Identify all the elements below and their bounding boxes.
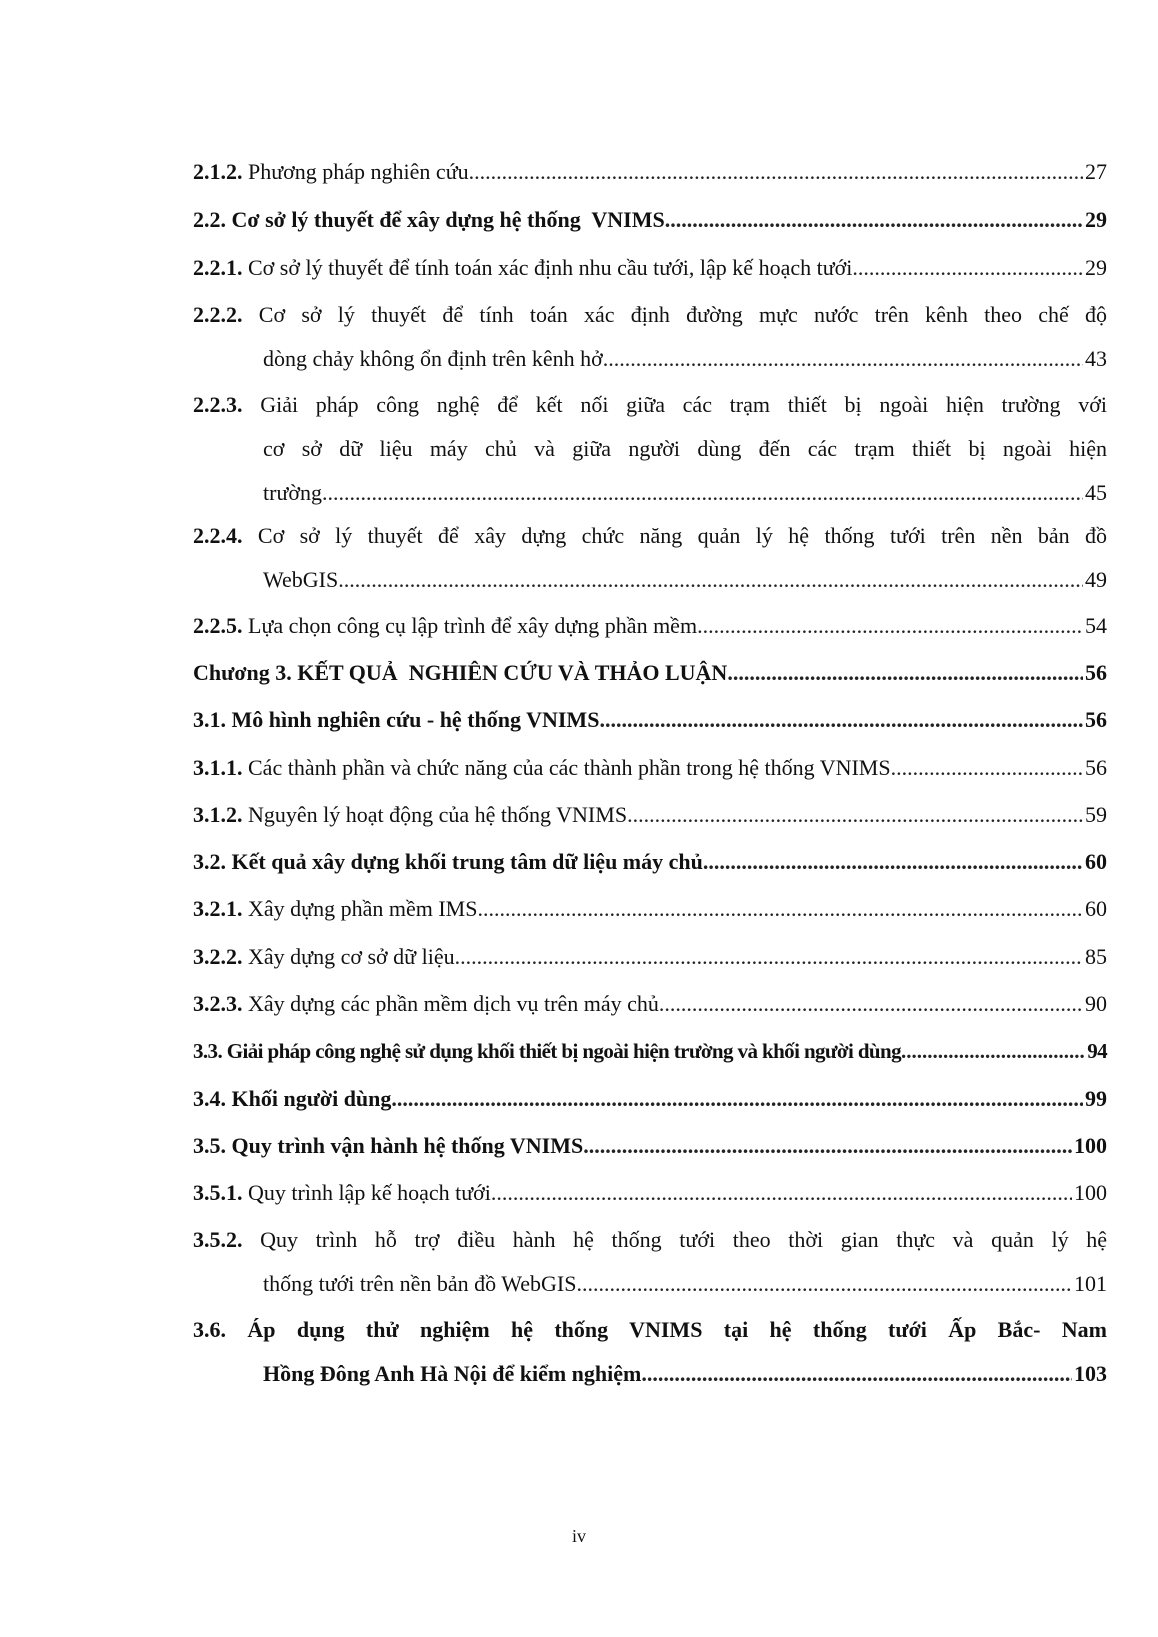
toc-title-line1: Quy trình hỗ trợ điều hành hệ thống tưới theo thời gian thực và quản lý hệ	[260, 1227, 1107, 1252]
toc-page: 85	[1085, 944, 1107, 969]
toc-entry-3-3[interactable]	[193, 1029, 1107, 1073]
toc-entry-2-2-5[interactable]	[193, 604, 1107, 648]
toc-page: 56	[1085, 755, 1107, 780]
toc-number: 3.2.3.	[193, 991, 243, 1016]
toc-title-line1: Giải pháp công nghệ để kết nối giữa các trạm thiết bị ngoài hiện trường với	[260, 392, 1108, 417]
toc-entry-2-2[interactable]	[193, 198, 1107, 242]
toc-title: 3.4. Khối người dùng	[193, 1086, 392, 1111]
toc-page: 54	[1085, 613, 1107, 638]
toc-number: 3.2.2.	[193, 944, 243, 969]
toc-entry-3-1-2[interactable]	[193, 793, 1107, 837]
toc-entry-2-1-2[interactable]	[193, 150, 1107, 194]
toc-page: 29	[1085, 207, 1107, 232]
toc-title: 3.3. Giải pháp công nghệ sử dụng khối thiết bị ngoài hiện trường và khối người dùng	[193, 1039, 901, 1063]
toc-entry-3-5-2[interactable]	[193, 1218, 1107, 1306]
toc-title-line1: Cơ sở lý thuyết để xây dựng chức năng quản lý hệ thống tưới trên nền bản đồ	[257, 523, 1108, 548]
toc-page: 56	[1085, 660, 1107, 685]
toc-title: 3.2. Kết quả xây dựng khối trung tâm dữ liệu máy chủ	[193, 849, 703, 874]
toc-number: 3.1.1.	[193, 755, 243, 780]
toc-entry-3-4[interactable]	[193, 1077, 1107, 1121]
toc-title-line3: trường	[263, 480, 322, 505]
toc-entry-3-5[interactable]	[193, 1124, 1107, 1168]
toc-entry-3-6[interactable]	[193, 1308, 1107, 1396]
toc-title: 3.5. Quy trình vận hành hệ thống VNIMS	[193, 1133, 584, 1158]
toc-page: 99	[1085, 1086, 1107, 1111]
toc-page: 60	[1085, 896, 1107, 921]
toc-page: 60	[1085, 849, 1107, 874]
toc-number: 2.2.5.	[193, 613, 243, 638]
toc-title-line2: WebGIS	[263, 567, 339, 592]
toc-number: 2.1.2.	[193, 159, 243, 184]
page-number: iv	[571, 1526, 586, 1546]
toc-title-line2: Hồng Đông Anh Hà Nội để kiểm nghiệm	[263, 1361, 642, 1386]
toc-entry-2-2-3[interactable]	[193, 383, 1107, 515]
toc-title: Xây dựng các phần mềm dịch vụ trên máy chủ	[248, 991, 659, 1016]
toc-title-line2: cơ sở dữ liệu máy chủ và giữa người dùng đến các trạm thiết bị ngoài hiện	[263, 436, 1107, 461]
toc-entry-chapter-3[interactable]	[193, 651, 1107, 695]
toc-title: 2.2. Cơ sở lý thuyết để xây dựng hệ thống VNIMS	[193, 207, 665, 232]
toc-entry-2-2-4[interactable]	[193, 514, 1107, 602]
toc-entry-3-5-1[interactable]	[193, 1171, 1107, 1215]
toc-number: 2.2.4.	[193, 523, 243, 548]
toc-title: Phương pháp nghiên cứu	[248, 159, 469, 184]
toc-page: 100	[1074, 1133, 1107, 1158]
toc-entry-3-2-3[interactable]	[193, 982, 1107, 1026]
toc-title: Các thành phần và chức năng của các thành phần trong hệ thống VNIMS	[248, 755, 891, 780]
toc-entry-3-1[interactable]	[193, 698, 1107, 742]
toc-title-line1: Cơ sở lý thuyết để tính toán xác định đường mực nước trên kênh theo chế độ	[258, 302, 1108, 327]
toc-number: 2.2.1.	[193, 255, 243, 280]
toc-title-line2: thống tưới trên nền bản đồ WebGIS	[263, 1271, 577, 1296]
toc-title-line1: Áp dụng thử nghiệm hệ thống VNIMS tại hệ thống tưới Ấp Bắc- Nam	[247, 1317, 1108, 1342]
toc-number: 3.5.1.	[193, 1180, 243, 1205]
toc-title: Nguyên lý hoạt động của hệ thống VNIMS	[248, 802, 628, 827]
toc-number: 3.1.2.	[193, 802, 243, 827]
toc-title: Xây dựng cơ sở dữ liệu	[248, 944, 455, 969]
toc-title: 3.1. Mô hình nghiên cứu - hệ thống VNIMS	[193, 707, 600, 732]
toc-page: 90	[1085, 991, 1107, 1016]
toc-page: 56	[1085, 707, 1107, 732]
toc-page: 49	[1085, 567, 1107, 592]
toc-entry-3-1-1[interactable]	[193, 746, 1107, 790]
toc-page: 29	[1085, 255, 1107, 280]
toc-entry-2-2-1[interactable]	[193, 246, 1107, 290]
toc-page: 45	[1085, 480, 1107, 505]
toc-page: 101	[1074, 1271, 1107, 1296]
toc-page: 59	[1085, 802, 1107, 827]
toc-page: 94	[1087, 1039, 1107, 1063]
toc-number: 3.6.	[193, 1317, 226, 1342]
toc-title: Cơ sở lý thuyết để tính toán xác định nhu cầu tưới, lập kế hoạch tưới	[248, 255, 853, 280]
toc-number: 2.2.2.	[193, 302, 243, 327]
toc-title: Chương 3. KẾT QUẢ NGHIÊN CỨU VÀ THẢO LUẬN	[193, 660, 728, 685]
toc-number: 3.5.2.	[193, 1227, 243, 1252]
toc-number: 2.2.3.	[193, 392, 243, 417]
toc-entry-3-2-1[interactable]	[193, 887, 1107, 931]
toc-entry-2-2-2[interactable]	[193, 293, 1107, 381]
toc-title: Lựa chọn công cụ lập trình để xây dựng phần mềm	[248, 613, 698, 638]
toc-page: 100	[1074, 1180, 1107, 1205]
toc-page: 103	[1074, 1361, 1107, 1386]
toc-page: 43	[1085, 346, 1107, 371]
toc-entry-3-2-2[interactable]	[193, 935, 1107, 979]
toc-title: Xây dựng phần mềm IMS	[248, 896, 478, 921]
toc-title: Quy trình lập kế hoạch tưới	[248, 1180, 491, 1205]
toc-number: 3.2.1.	[193, 896, 243, 921]
toc-page: 27	[1085, 159, 1107, 184]
toc-entry-3-2[interactable]	[193, 840, 1107, 884]
toc-title-line2: dòng chảy không ổn định trên kênh hở	[263, 346, 603, 371]
